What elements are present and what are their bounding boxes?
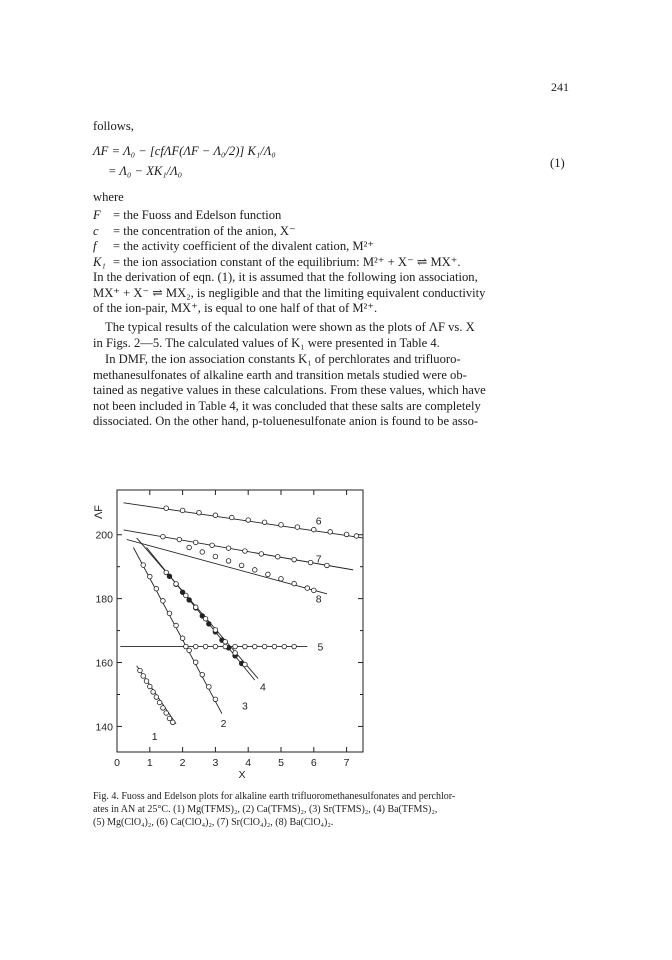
data-point-series-2 (174, 623, 179, 628)
paragraph-line: not been included in Table 4, it was concluded that these salts are completely (93, 398, 481, 413)
plot-frame (117, 490, 363, 752)
data-point-series-5 (223, 644, 228, 649)
data-point-series-5 (272, 644, 277, 649)
data-point-series-4 (233, 651, 238, 656)
data-point-series-1 (167, 716, 172, 721)
data-point-series-3 (187, 598, 192, 603)
data-point-series-7 (177, 537, 182, 542)
data-point-series-1 (141, 674, 146, 679)
data-point-series-5 (292, 644, 297, 649)
y-tick-label: 180 (95, 593, 113, 606)
data-point-series-5 (203, 644, 208, 649)
definition-symbol: f (93, 239, 97, 253)
data-point-series-6 (197, 510, 202, 515)
data-point-series-2 (141, 563, 146, 568)
follows-text: follows, (93, 119, 134, 133)
data-point-series-4 (203, 616, 208, 621)
data-point-series-4 (174, 582, 179, 587)
data-point-series-5 (193, 644, 198, 649)
definition-symbol: K₁ (93, 254, 106, 269)
data-point-series-4 (243, 662, 248, 667)
data-point-series-5 (233, 644, 238, 649)
curve-label-5: 5 (317, 641, 324, 654)
paragraph-line: MX⁺ + X⁻ ⇌ MX₂, is negligible and that the limiting equivalent conductivity (93, 285, 486, 300)
data-point-series-3 (207, 622, 212, 627)
data-point-series-7 (161, 534, 166, 539)
data-point-series-5 (184, 644, 189, 649)
paragraph-line: In DMF, the ion association constants K₁ of perchlorates and trifluoro- (105, 352, 461, 366)
data-point-series-2 (180, 636, 185, 641)
definition-text: = the ion association constant of the equilibrium: M²⁺ + X⁻ ⇌ MX⁺. (113, 254, 461, 269)
curve-label-1: 1 (151, 731, 158, 744)
data-point-series-5 (282, 644, 287, 649)
y-tick-label: 140 (95, 721, 113, 734)
data-point-series-2 (187, 648, 192, 653)
caption-line: Fig. 4. Fuoss and Edelson plots for alkaline earth trifluoromethanesulfonates and perchlor- (93, 791, 456, 802)
data-point-series-8 (213, 554, 218, 559)
data-point-series-8 (266, 572, 271, 577)
data-point-series-6 (246, 518, 251, 523)
data-point-series-6 (312, 527, 317, 532)
page-number: 241 (551, 80, 569, 94)
data-point-series-6 (213, 513, 218, 518)
data-point-series-8 (200, 550, 205, 555)
data-point-series-7 (193, 540, 198, 545)
data-point-series-6 (328, 530, 333, 535)
paragraph-line: of the ion-pair, MX⁺, is equal to one half of that of M²⁺. (93, 301, 378, 316)
curve-label-6: 6 (315, 515, 322, 528)
paragraph-line: in Figs. 2—5. The calculated values of K₁ were presented in Table 4. (93, 335, 440, 350)
data-point-series-1 (164, 711, 169, 716)
definition-symbol: c (93, 223, 99, 238)
data-point-series-8 (279, 577, 284, 582)
curve-label-3: 3 (241, 700, 248, 713)
data-point-series-7 (292, 557, 297, 562)
x-tick-label: 1 (146, 757, 153, 769)
where-text: where (93, 190, 124, 204)
data-point-series-6 (354, 534, 359, 539)
data-point-series-8 (226, 559, 231, 564)
data-point-series-6 (279, 523, 284, 528)
x-tick-label: 7 (343, 757, 350, 769)
data-point-series-2 (193, 660, 198, 665)
data-point-series-5 (243, 644, 248, 649)
data-point-series-1 (161, 706, 166, 711)
x-tick-label: 2 (179, 757, 186, 769)
data-point-series-2 (161, 599, 166, 604)
data-point-series-6 (262, 520, 267, 525)
definition-text: = the Fuoss and Edelson function (113, 208, 282, 222)
data-point-series-5 (262, 644, 267, 649)
data-point-series-1 (170, 720, 175, 725)
data-point-series-5 (252, 644, 257, 649)
equation-line-1: ΛF = Λ₀ − [cfΛF(ΛF − Λ₀/2)] K₁/Λ₀ (93, 144, 276, 158)
data-point-series-2 (154, 586, 159, 591)
data-point-series-2 (213, 697, 218, 702)
data-point-series-4 (213, 628, 218, 633)
data-point-series-7 (210, 543, 215, 548)
paragraph-line: methanesulfonates of alkaline earth and transition metals studied were ob- (93, 367, 467, 382)
x-tick-label: 5 (278, 757, 284, 769)
data-point-series-1 (157, 700, 162, 705)
definition-text: = the concentration of the anion, X⁻ (113, 223, 296, 238)
definition-text: = the activity coefficient of the divalent cation, M²⁺ (113, 239, 375, 253)
caption-line: (5) Mg(ClO₄)₂, (6) Ca(ClO₄)₂, (7) Sr(ClO₄)₂, (8) Ba(ClO₄)₂. (93, 817, 334, 828)
definition-symbol: F (93, 208, 101, 222)
data-point-series-8 (312, 588, 317, 593)
data-point-series-8 (187, 545, 192, 550)
x-tick-label: 6 (310, 757, 317, 769)
data-point-series-7 (259, 552, 264, 557)
data-point-series-1 (148, 684, 153, 689)
data-point-series-6 (180, 508, 185, 513)
fit-line-6 (124, 503, 363, 538)
x-tick-label: 3 (212, 757, 219, 769)
data-point-series-3 (167, 574, 172, 579)
curve-label-4: 4 (260, 681, 266, 694)
paragraph-line: The typical results of the calculation were shown as the plots of ΛF vs. X (105, 320, 475, 334)
equation-line-2: = Λ₀ − XK₁/Λ₀ (108, 164, 183, 178)
data-point-series-4 (193, 605, 198, 610)
paragraph-line: dissociated. On the other hand, p-toluenesulfonate anion is found to be asso- (93, 414, 479, 429)
data-point-series-1 (154, 695, 159, 700)
data-point-series-7 (308, 560, 313, 565)
data-point-series-1 (138, 668, 143, 673)
data-point-series-4 (223, 639, 228, 644)
data-point-series-6 (344, 532, 349, 537)
paragraph-line: tained as negative values in these calculations. From these values, which have (93, 383, 486, 398)
data-point-series-5 (213, 644, 218, 649)
x-axis-label: X (238, 769, 246, 781)
figure-caption (93, 790, 573, 829)
data-point-series-7 (325, 563, 330, 568)
data-point-series-4 (184, 593, 189, 598)
data-point-series-6 (295, 525, 300, 530)
data-point-series-6 (164, 506, 169, 511)
data-point-series-7 (226, 546, 231, 551)
data-point-series-8 (252, 568, 257, 573)
data-point-series-2 (167, 611, 172, 616)
curve-label-2: 2 (220, 718, 227, 731)
data-point-series-1 (144, 679, 149, 684)
y-tick-label: 200 (95, 529, 113, 542)
data-point-series-8 (239, 563, 244, 568)
caption-line: ates in AN at 25°C. (1) Mg(TFMS)₂, (2) Ca(TFMS)₂, (3) Sr(TFMS)₂, (4) Ba(TFMS)₂, (93, 804, 438, 815)
paragraph-line: In the derivation of eqn. (1), it is assumed that the following ion association, (93, 270, 478, 284)
x-tick-label: 4 (245, 757, 252, 769)
data-point-series-7 (243, 549, 248, 554)
data-point-series-6 (230, 515, 235, 520)
x-tick-label: 0 (114, 757, 120, 769)
equation-number: (1) (550, 156, 565, 170)
y-tick-label: 160 (95, 657, 113, 670)
data-point-series-7 (275, 554, 280, 559)
y-axis-label: ΛF (93, 504, 105, 520)
data-point-series-2 (200, 672, 205, 677)
curve-label-7: 7 (315, 553, 322, 566)
data-point-series-1 (151, 690, 156, 695)
data-point-series-4 (164, 570, 169, 575)
data-point-series-8 (305, 586, 310, 591)
curve-label-8: 8 (315, 593, 322, 606)
data-point-series-8 (292, 581, 297, 586)
data-point-series-2 (148, 574, 153, 579)
data-point-series-2 (207, 685, 212, 690)
